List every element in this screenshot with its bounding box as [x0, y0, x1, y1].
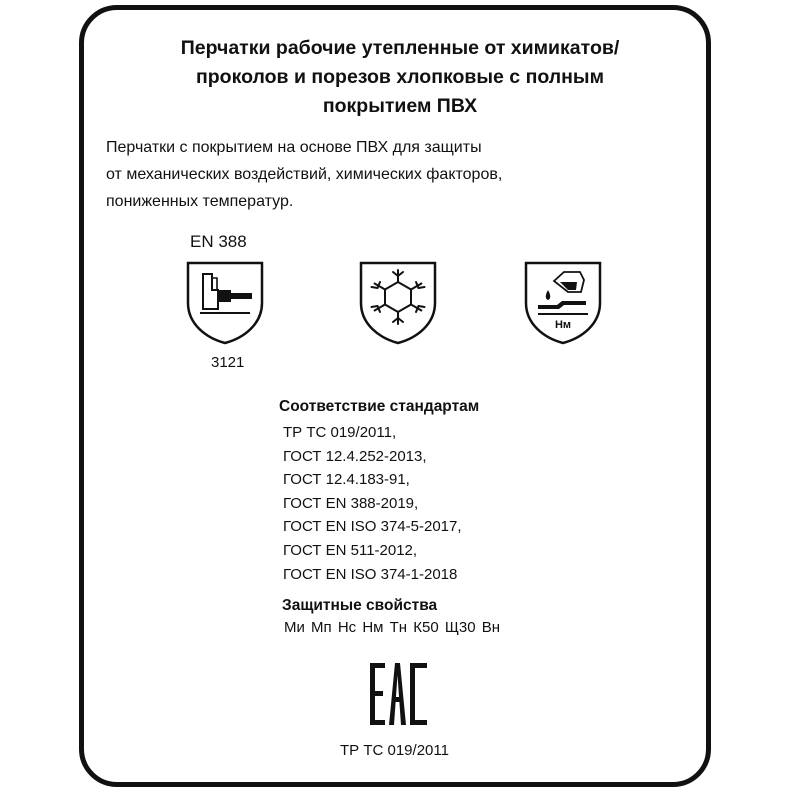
chemical-icon-label: Нм	[554, 319, 572, 331]
description-line: пониженных температур.	[106, 193, 294, 210]
standard-item: ГОСТ EN 511-2012,	[283, 541, 418, 559]
eac-caption: ТР ТС 019/2011	[340, 742, 449, 759]
description-line: Перчатки с покрытием на основе ПВХ для защиты	[106, 139, 482, 156]
properties-codes: Ми Мп Нс Нм Тн К50 Щ30 Вн	[284, 619, 501, 636]
description-line: от механических воздействий, химических факторов,	[106, 166, 503, 183]
title-line: проколов и порезов хлопковые с полным	[195, 66, 605, 88]
cold-hazard-icon	[359, 261, 437, 345]
en388-label: EN 388	[190, 232, 247, 251]
properties-heading: Защитные свойства	[282, 597, 438, 614]
standard-item: ГОСТ EN ISO 374-1-2018	[283, 565, 458, 583]
product-description	[106, 134, 626, 215]
standard-item: ГОСТ 12.4.252-2013,	[283, 447, 427, 465]
standard-item: ГОСТ EN 388-2019,	[283, 494, 419, 512]
chemical-hazard-icon	[524, 261, 602, 345]
mechanical-hazard-icon	[186, 261, 264, 345]
eac-logo	[370, 663, 428, 725]
standards-heading: Соответствие стандартам	[279, 398, 480, 415]
title-line: Перчатки рабочие утепленные от химикатов/	[180, 37, 620, 59]
standard-item: ГОСТ EN ISO 374-5-2017,	[283, 518, 462, 536]
title-line: покрытием ПВХ	[322, 95, 478, 117]
product-title	[110, 34, 690, 121]
standards-list	[283, 421, 462, 586]
standard-item: ТР ТС 019/2011,	[283, 424, 397, 441]
en388-code: 3121	[211, 354, 245, 371]
standard-item: ГОСТ 12.4.183-91,	[283, 471, 410, 489]
